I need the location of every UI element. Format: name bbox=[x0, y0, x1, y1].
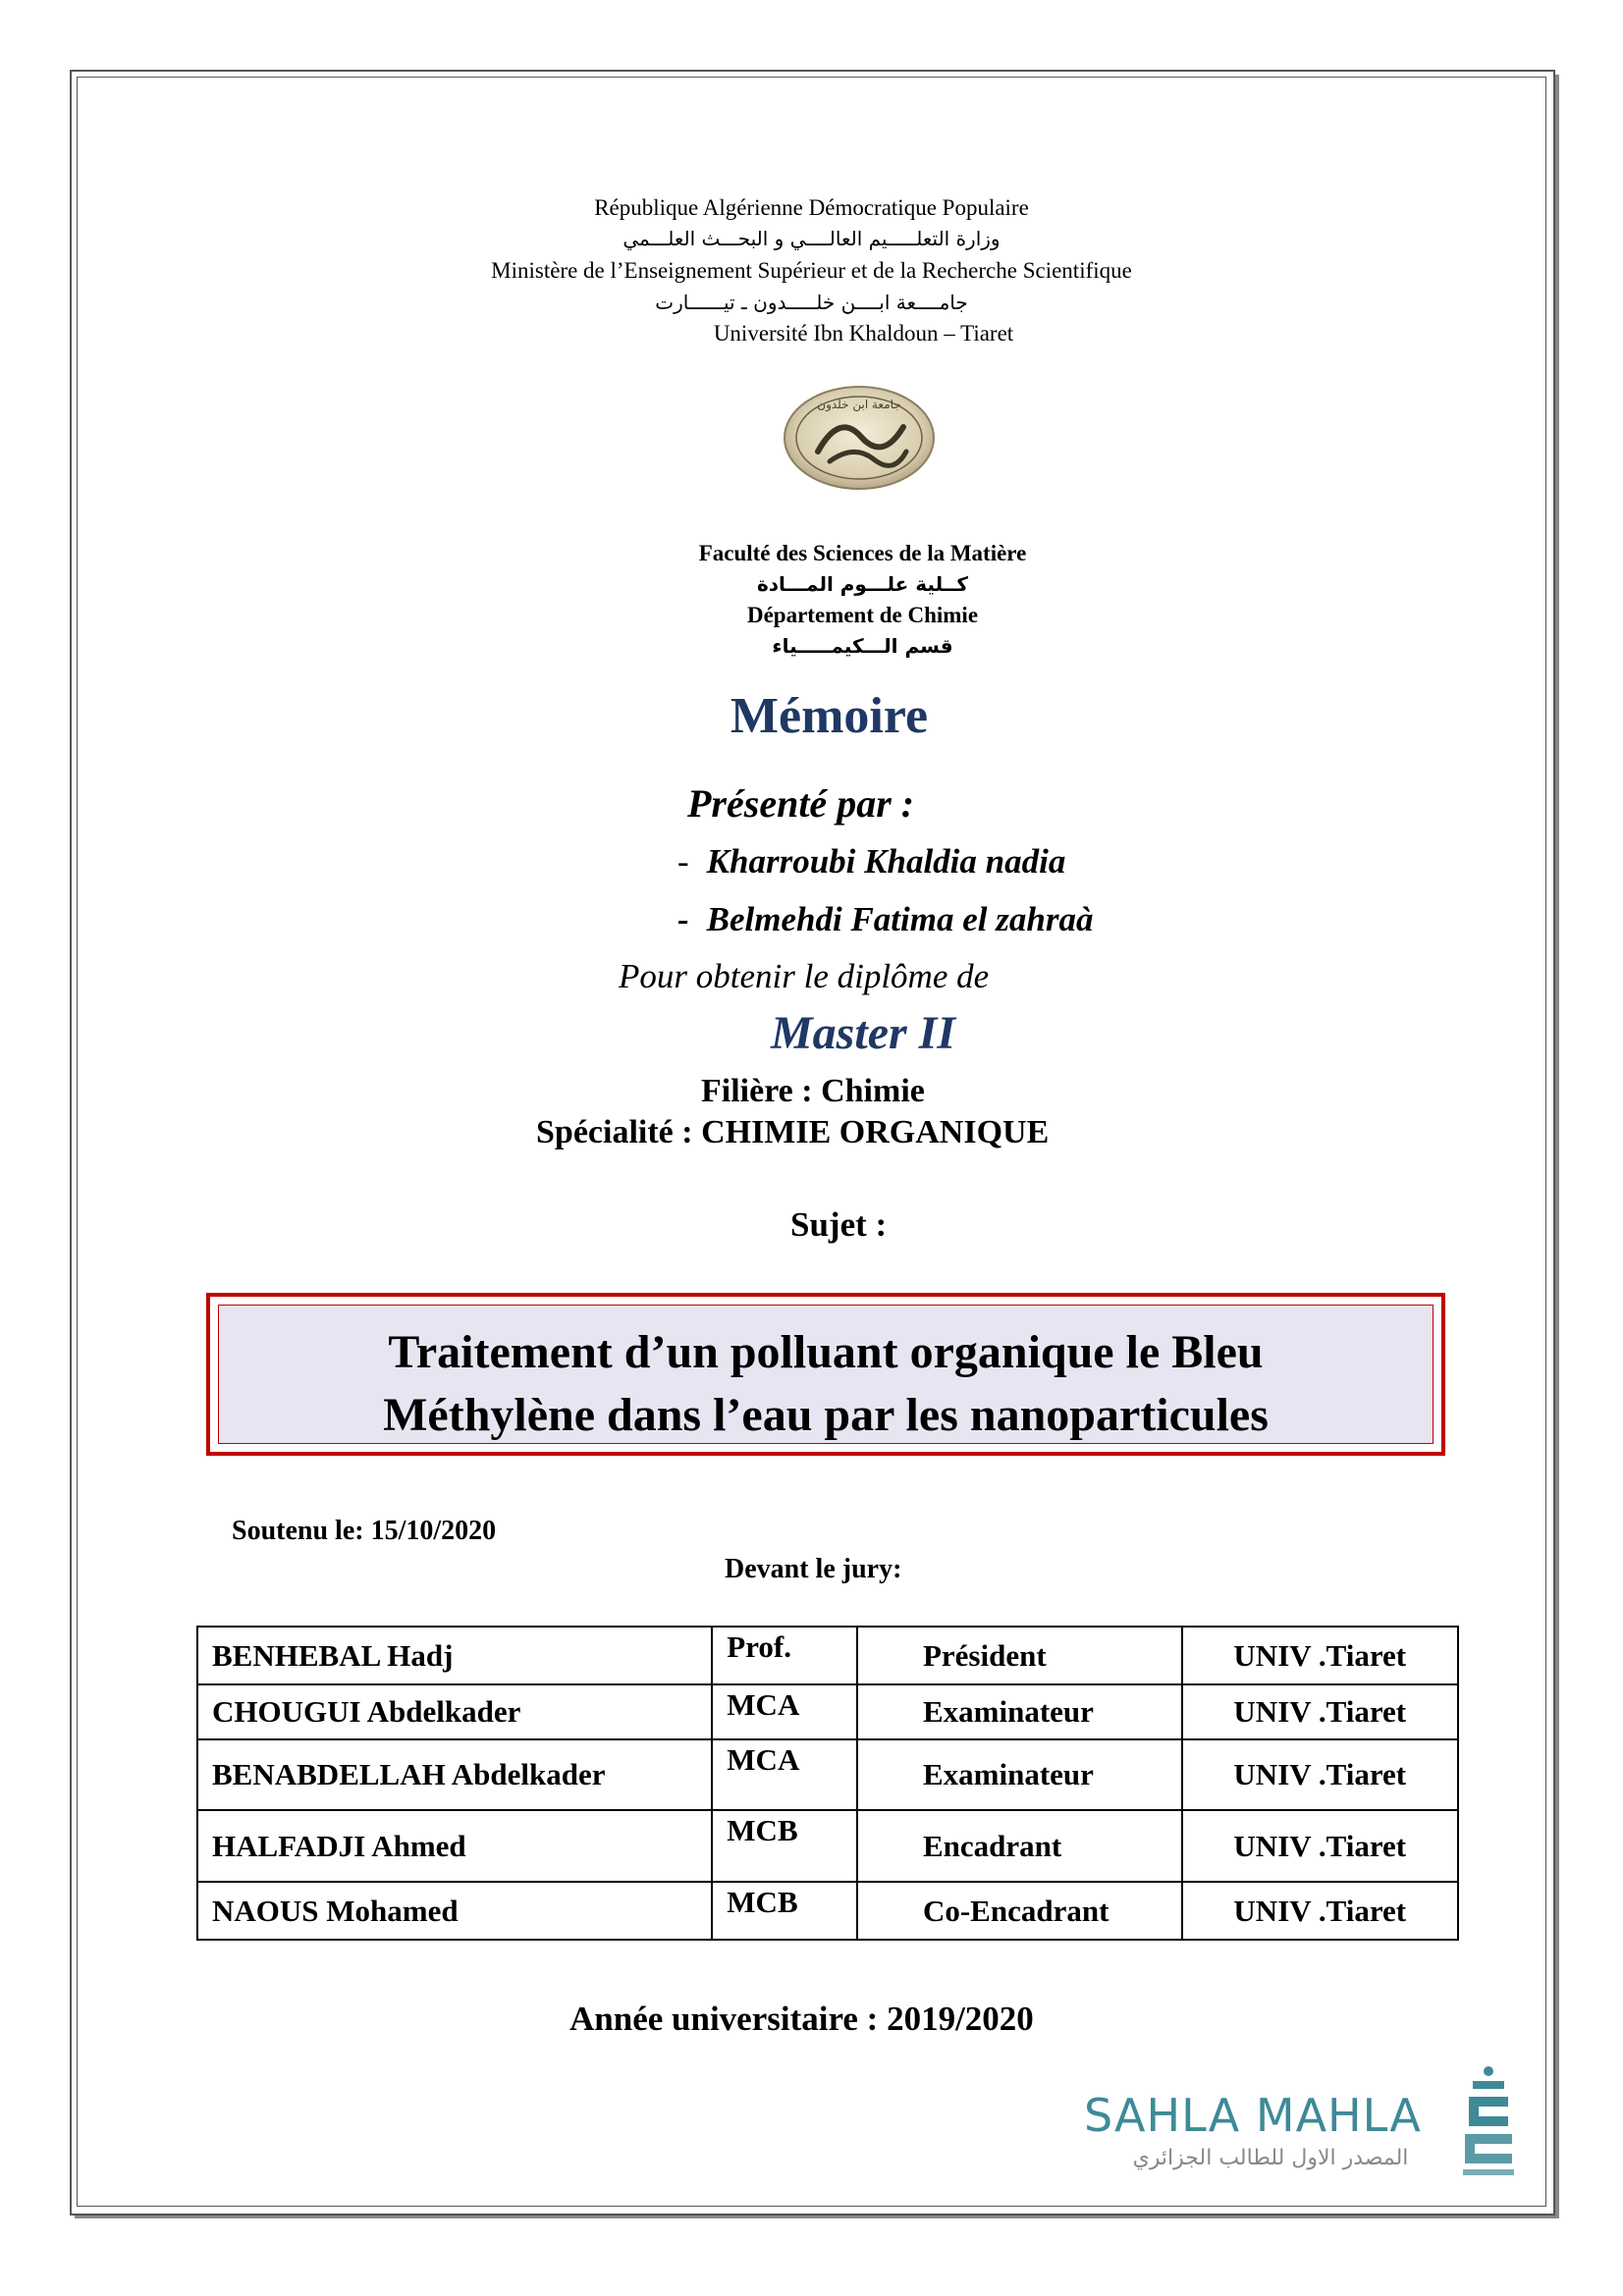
student-name bbox=[677, 842, 1065, 881]
jury-name: BENHEBAL Hadj bbox=[197, 1627, 712, 1684]
jury-role: Président bbox=[857, 1627, 1182, 1684]
student-name-text: Belmehdi Fatima el zahraà bbox=[706, 900, 1094, 938]
jury-grade: MCA bbox=[712, 1684, 857, 1739]
brand-logo-text: SAHLA MAHLA bbox=[1084, 2089, 1422, 2142]
list-dash: - bbox=[677, 900, 689, 938]
republic-line: République Algérienne Démocratique Populaire bbox=[594, 195, 1029, 220]
subject-title-line: Traitement d’un polluant organique le Bleu bbox=[388, 1326, 1264, 1378]
ministry-arabic: وزارة التعلـــــيم العالــــي و البحـــث العلـــمي bbox=[622, 227, 1001, 250]
subject-box-inner bbox=[218, 1305, 1434, 1444]
table-row bbox=[197, 1627, 1458, 1684]
jury-institution: UNIV .Tiaret bbox=[1182, 1739, 1458, 1810]
table-row bbox=[197, 1810, 1458, 1882]
jury-name: NAOUS Mohamed bbox=[197, 1882, 712, 1940]
jury-table bbox=[196, 1626, 1459, 1941]
jury-institution: UNIV .Tiaret bbox=[1182, 1810, 1458, 1882]
jury-grade: MCB bbox=[712, 1882, 857, 1940]
brand-logo-icon bbox=[1459, 2063, 1518, 2181]
jury-role: Co-Encadrant bbox=[857, 1882, 1182, 1940]
table-row bbox=[197, 1882, 1458, 1940]
jury-name: CHOUGUI Abdelkader bbox=[197, 1684, 712, 1739]
filiere-line: Filière : Chimie bbox=[701, 1073, 925, 1109]
brand-tagline: المصدر الاول للطالب الجزائري bbox=[1132, 2146, 1409, 2170]
department-arabic: قسم الـــكيمـــــياء bbox=[772, 634, 953, 658]
specialite-line: Spécialité : CHIMIE ORGANIQUE bbox=[536, 1114, 1050, 1150]
university-seal-icon bbox=[781, 383, 938, 493]
obtain-diploma-line: Pour obtenir le diplôme de bbox=[619, 957, 990, 995]
student-name-text: Kharroubi Khaldia nadia bbox=[706, 842, 1066, 881]
jury-role: Encadrant bbox=[857, 1810, 1182, 1882]
document-type-title: Mémoire bbox=[730, 688, 929, 744]
university-arabic: جامــــعة ابــــن خلـــــدون ـ تيــــــارت bbox=[655, 291, 968, 314]
defense-date: Soutenu le: 15/10/2020 bbox=[232, 1516, 497, 1546]
list-dash: - bbox=[677, 842, 689, 881]
jury-name: HALFADJI Ahmed bbox=[197, 1810, 712, 1882]
university-line: Université Ibn Khaldoun – Tiaret bbox=[713, 321, 1014, 346]
degree-title: Master II bbox=[771, 1007, 956, 1059]
academic-year: Année universitaire : 2019/2020 bbox=[569, 2000, 1034, 2038]
subject-box bbox=[206, 1293, 1445, 1456]
jury-institution: UNIV .Tiaret bbox=[1182, 1882, 1458, 1940]
jury-grade: MCA bbox=[712, 1739, 857, 1810]
subject-title bbox=[219, 1321, 1433, 1447]
jury-name: BENABDELLAH Abdelkader bbox=[197, 1739, 712, 1810]
jury-grade: MCB bbox=[712, 1810, 857, 1882]
jury-institution: UNIV .Tiaret bbox=[1182, 1684, 1458, 1739]
jury-role: Examinateur bbox=[857, 1739, 1182, 1810]
department-name: Département de Chimie bbox=[746, 603, 979, 627]
subject-label: Sujet : bbox=[790, 1205, 888, 1244]
jury-role: Examinateur bbox=[857, 1684, 1182, 1739]
faculty-arabic: كــلية علـــوم المـــادة bbox=[756, 572, 969, 596]
jury-grade: Prof. bbox=[712, 1627, 857, 1684]
student-name bbox=[677, 900, 1093, 939]
presented-by-label: Présenté par : bbox=[687, 781, 915, 826]
faculty-name: Faculté des Sciences de la Matière bbox=[698, 541, 1027, 565]
jury-institution: UNIV .Tiaret bbox=[1182, 1627, 1458, 1684]
table-row bbox=[197, 1684, 1458, 1739]
table-row bbox=[197, 1739, 1458, 1810]
svg-text:جامعة ابن خلدون: جامعة ابن خلدون bbox=[817, 398, 901, 411]
ministry-line: Ministère de l’Enseignement Supérieur et de la Recherche Scientifique bbox=[491, 258, 1132, 283]
jury-label: Devant le jury: bbox=[725, 1554, 902, 1584]
subject-title-line: Méthylène dans l’eau par les nanoparticules bbox=[383, 1389, 1269, 1441]
